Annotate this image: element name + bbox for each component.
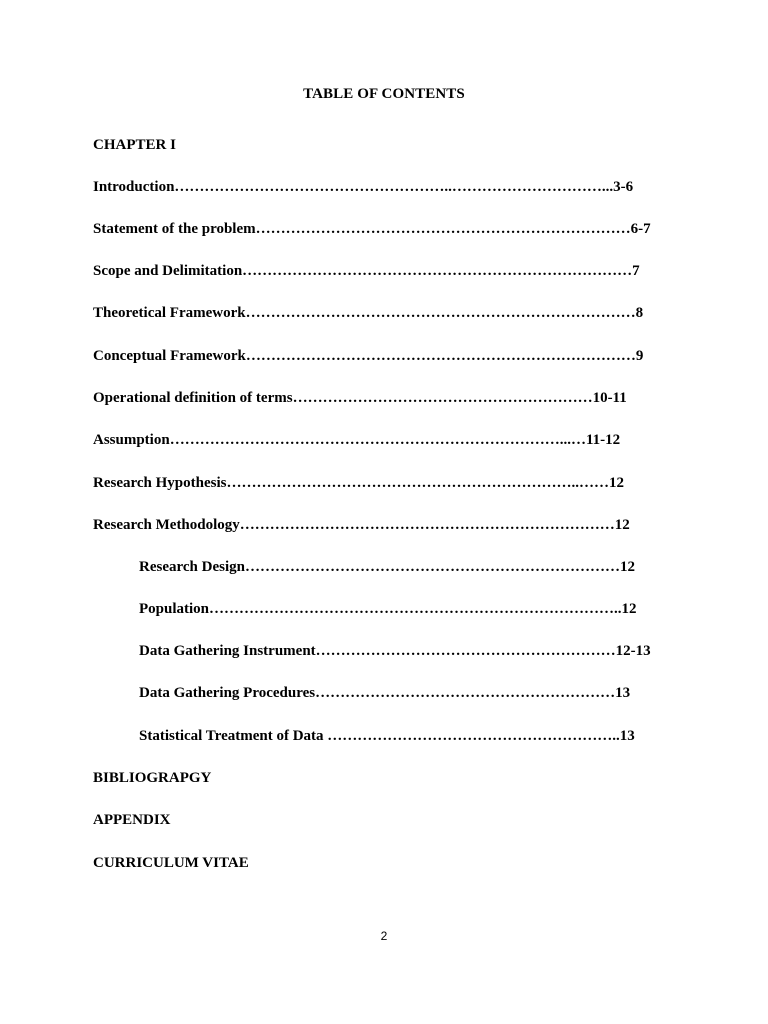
toc-entry-conceptual-framework: Conceptual Framework……………………………………………………………………9 [93, 348, 644, 364]
toc-entry-statement-of-problem: Statement of the problem…………………………………………………………………6-7 [93, 221, 651, 237]
chapter-heading: CHAPTER I [93, 137, 176, 153]
toc-entry-research-methodology: Research Methodology…………………………………………………………………12 [93, 517, 630, 533]
toc-entry-introduction: Introduction………………………………………………..…………………………...3-6 [93, 179, 634, 195]
toc-entry-operational-definition: Operational definition of terms……………………………………………………10-11 [93, 390, 627, 406]
page-number: 2 [380, 929, 388, 943]
toc-subentry-data-gathering-procedures: Data Gathering Procedures……………………………………………………13 [139, 685, 631, 701]
toc-subentry-statistical-treatment: Statistical Treatment of Data …………………………………………………..13 [139, 728, 635, 744]
appendix-heading: APPENDIX [93, 812, 171, 828]
bibliography-heading: BIBLIOGRAPGY [93, 770, 212, 786]
toc-subentry-data-gathering-instrument: Data Gathering Instrument……………………………………………………12-13 [139, 643, 651, 659]
toc-subentry-population: Population………………………………………………………………………..12 [139, 601, 637, 617]
curriculum-vitae-heading: CURRICULUM VITAE [93, 855, 249, 871]
toc-entry-research-hypothesis: Research Hypothesis……………………………………………………………..……12 [93, 475, 624, 491]
toc-title: TABLE OF CONTENTS [303, 86, 465, 102]
toc-subentry-research-design: Research Design…………………………………………………………………12 [139, 559, 635, 575]
toc-entry-theoretical-framework: Theoretical Framework……………………………………………………………………8 [93, 305, 644, 321]
toc-entry-scope-delimitation: Scope and Delimitation……………………………………………………………………7 [93, 263, 640, 279]
toc-entry-assumption: Assumption……………………………………………………………………...…11-12 [93, 432, 621, 448]
